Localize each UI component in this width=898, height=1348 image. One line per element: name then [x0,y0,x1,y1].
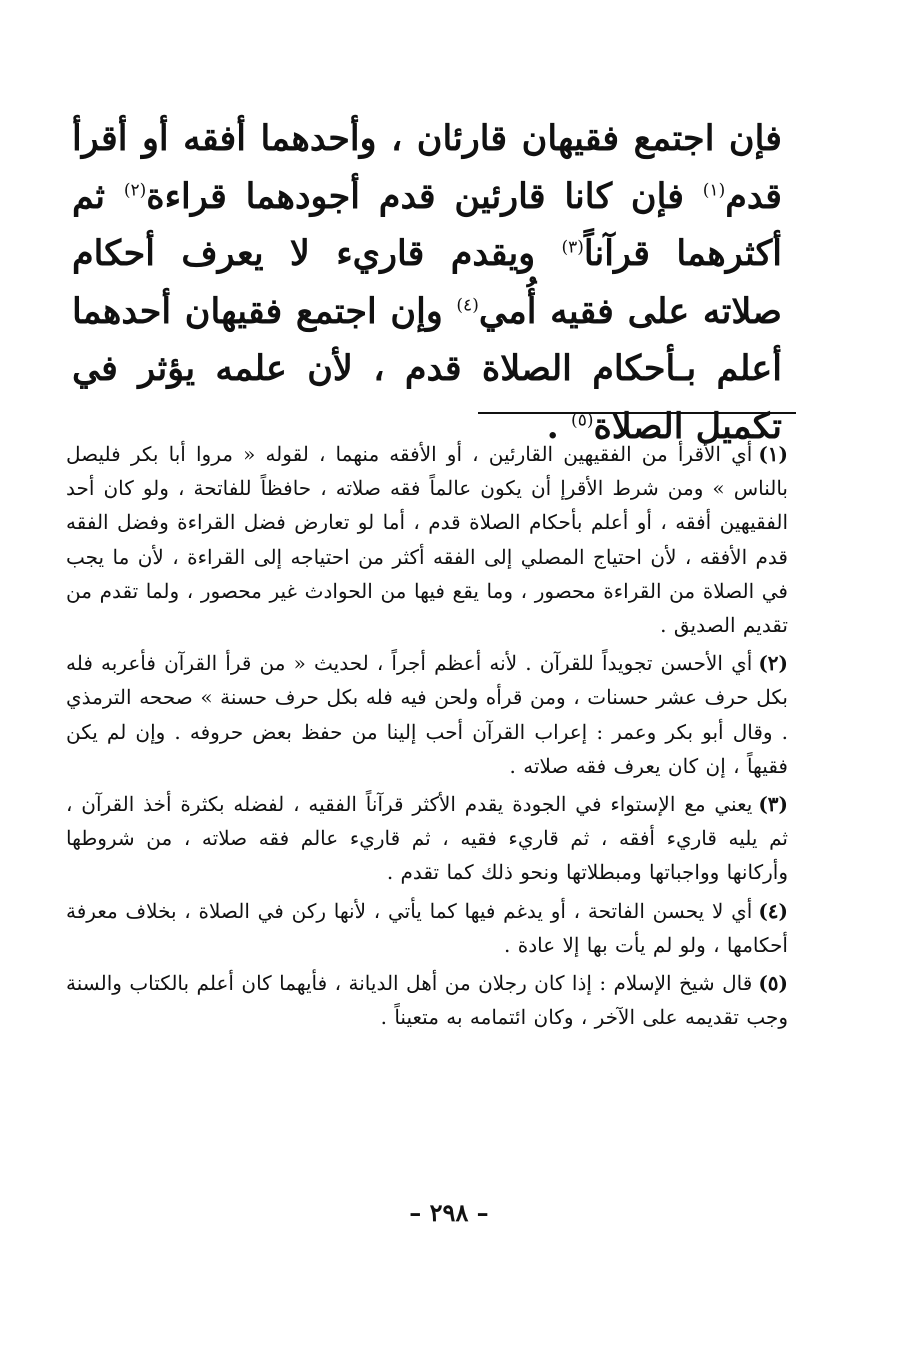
footnote-ref: (٥) [571,409,594,430]
footnote-number: (١) [758,442,789,466]
main-text-segment: ثم أكثرهما قرآناً [72,175,782,274]
footnote-text: أي لا يحسن الفاتحة ، أو يدغم فيها كما يأتي ، لأنها ركن في الصلاة ، بخلاف معرفة أحكامها ، ولو لم يأت بها إلا عادة . [66,898,788,957]
footnote-ref: (٢) [123,179,147,200]
footnote-3 [66,787,788,890]
main-text-segment: فإن اجتمع فقيهان قارئان ، وأحدهما أفقه أو أقرأ قدم [72,118,782,217]
footnote-text: أي الأقرأ من الفقيهين القارئين ، أو الأفقه منهما ، لقوله « مروا أبا بكر فليصل بالناس » ومن شرط الأقرإ أن يكون عالماً فقه صلاته ، حافظاً للفاتحة ، ولو كان أحد الفقيهين أفقه ، أو أعلم بأحكام الصلاة قدم ، أما لو تعارض فضل القراءة وفضل الفقه قدم الأفقه ، لأن احتياج المصلي إلى الفقه أكثر من احتياجه إلى القراءة ، لأن ما يجب في الصلاة من القراءة محصور ، وما يقع فيها من الحوادث غير محصور ، ولما تقدم من تقديم الصديق . [66,442,788,638]
footnote-4 [66,894,788,962]
footnote-number: (٢) [758,651,788,676]
footnote-5 [66,966,788,1034]
footnote-ref: (١) [702,179,726,200]
footnote-2 [66,646,788,783]
footnote-text: أي الأحسن تجويداً للقرآن . لأنه أعظم أجراً ، لحديث « من قرأ القرآن فأعربه فله بكل حرف عشر حسنات ، ومن قرأه ولحن فيه فله بكل حرف حسنة » صححه الترمذي . وقال أبو بكر وعمر : إعراب القرآن أحب إلينا من حفظ بعض حروفه . وإن لم يكن فقيهاً ، إن كان يعرف فقه صلاته . [66,651,788,778]
footnote-ref: (٤) [456,294,479,315]
footnote-number: (٤) [758,898,788,923]
page-number: – ٢٩٨ – [409,1198,489,1227]
main-text-segment: وإن اجتمع فقيهان أحدهما أعلم بـأحكام الصلاة قدم ، لأن علمه يؤثر في تكميل الصلاة [72,290,782,447]
footnote-ref: (٣) [561,237,584,258]
footnote-number: (٣) [758,792,788,817]
footnote-text: قال شيخ الإسلام : إذا كان رجلان من أهل الديانة ، فأيهما كان أعلم بالكتاب والسنة وجب تقديمه على الآخر ، وكان ائتمامه به متعيناً . [66,971,788,1030]
footnote-divider [478,412,796,414]
footnotes-section [66,437,788,1038]
footnote-number: (٥) [758,971,788,996]
main-text-segment: ويقدم قاريء لا يعرف أحكام صلاته على فقيه أُمي [72,233,783,332]
main-paragraph [72,110,782,455]
footnote-text: يعني مع الإستواء في الجودة يقدم الأكثر قرآناً الفقيه ، لفضله بكثرة أخذ القرآن ، ثم يليه قاريء أفقه ، ثم قاريء فقيه ، ثم قاريء عالم فقه صلاته ، من شروطها وأركانها وواجباتها ومبطلاتها ونحو ذلك كما تقدم . [66,792,788,885]
footnote-1 [66,437,788,642]
main-text-segment: . [546,405,572,447]
main-text-segment: فإن كانا قارئين قدم أجودهما قراءة [146,175,703,217]
